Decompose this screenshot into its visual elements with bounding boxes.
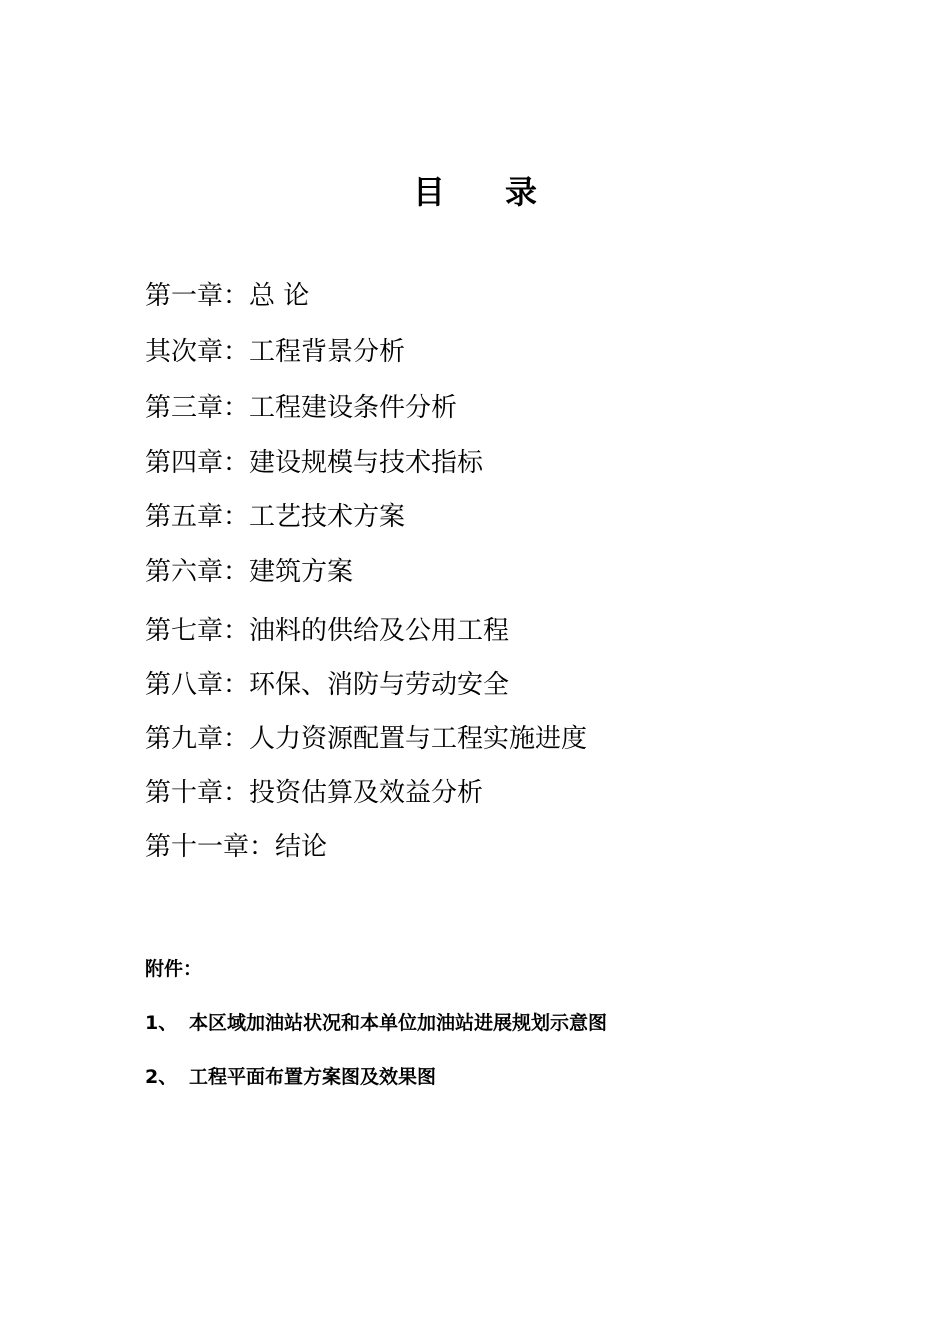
toc-chapter: 第五章： — [145, 502, 250, 532]
toc-item-5 — [145, 500, 405, 534]
toc-title: 人力资源配置与工程实施进度 — [249, 724, 588, 754]
toc-chapter: 第三章： — [145, 393, 250, 423]
toc-chapter: 第七章： — [145, 616, 250, 646]
toc-chapter: 第一章： — [145, 281, 250, 311]
toc-chapter: 第十章： — [145, 778, 250, 808]
toc-title: 建筑方案 — [249, 557, 354, 587]
toc-chapter: 其次章： — [145, 337, 250, 367]
toc-title: 工程背景分析 — [249, 337, 406, 367]
attachment-title: 本区域加油站状况和本单位加油站进展规划示意图 — [189, 1012, 608, 1034]
attachment-number: 2、 — [145, 1066, 178, 1088]
table-of-contents — [145, 0, 865, 900]
attachment-item-1 — [145, 1010, 607, 1036]
toc-chapter: 第九章： — [145, 724, 250, 754]
toc-item-7 — [145, 614, 509, 648]
toc-title: 总 论 — [249, 281, 310, 311]
attachment-title: 工程平面布置方案图及效果图 — [189, 1066, 437, 1088]
toc-title: 环保、消防与劳动安全 — [249, 670, 510, 700]
attachment-number: 1、 — [145, 1012, 178, 1034]
toc-title: 油料的供给及公用工程 — [249, 616, 510, 646]
toc-chapter: 第六章： — [145, 557, 250, 587]
toc-item-9 — [145, 722, 587, 756]
title-char-1: 目 — [412, 173, 445, 211]
toc-item-8 — [145, 668, 509, 702]
toc-title: 结论 — [275, 832, 328, 862]
toc-item-2 — [145, 335, 405, 369]
toc-title: 工程建设条件分析 — [249, 393, 458, 423]
toc-title: 建设规模与技术指标 — [249, 448, 484, 478]
toc-item-11 — [145, 830, 327, 864]
toc-chapter: 第八章： — [145, 670, 250, 700]
attachments-heading: 附件： — [145, 958, 203, 980]
toc-chapter: 第十一章： — [145, 832, 276, 862]
toc-item-1 — [145, 279, 309, 313]
toc-title: 工艺技术方案 — [249, 502, 406, 532]
toc-title: 投资估算及效益分析 — [249, 778, 484, 808]
attachment-item-2 — [145, 1064, 436, 1090]
toc-item-4 — [145, 446, 483, 480]
toc-item-10 — [145, 776, 483, 810]
toc-item-6 — [145, 555, 353, 589]
toc-item-3 — [145, 391, 457, 425]
toc-chapter: 第四章： — [145, 448, 250, 478]
title-char-2: 录 — [505, 173, 538, 211]
